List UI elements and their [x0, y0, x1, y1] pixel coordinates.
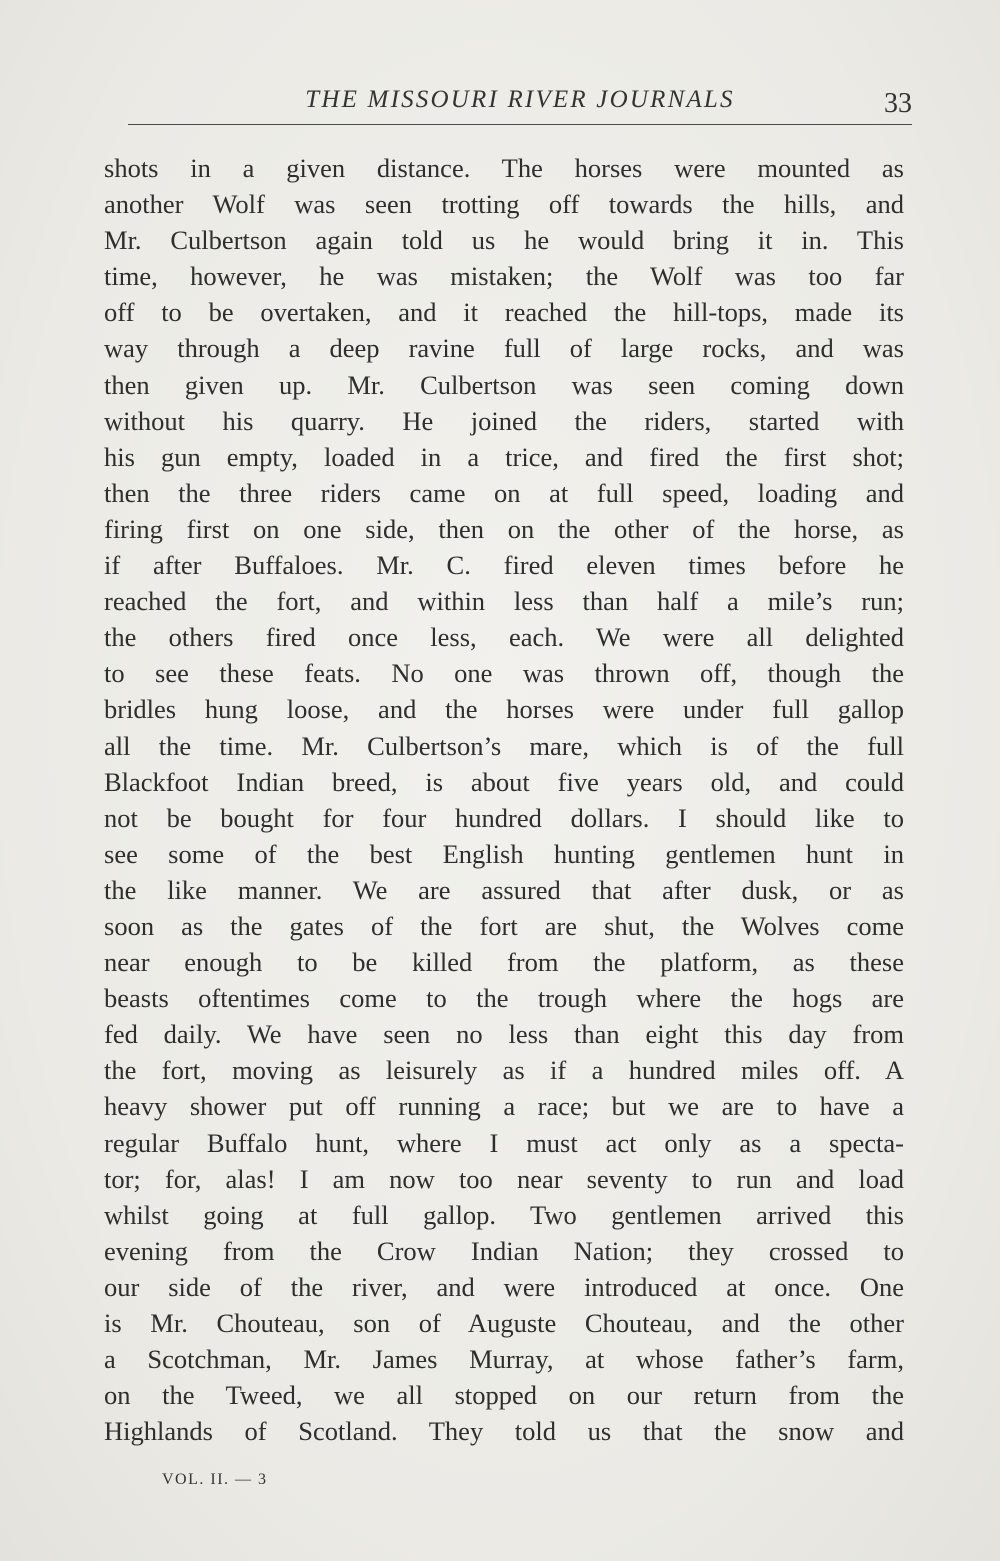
text-line: reached the fort, and within less than half a mile’s run; — [104, 586, 904, 617]
text-line: without his quarry. He joined the riders, started with — [104, 405, 904, 436]
header-rule — [128, 124, 912, 125]
page-number: 33 — [884, 88, 912, 119]
text-line: bridles hung loose, and the horses were under full gallop — [104, 694, 904, 725]
text-line: then the three riders came on at full speed, loading and — [104, 477, 904, 508]
text-line: the others fired once less, each. We were all delighted — [104, 622, 904, 653]
text-line: our side of the river, and were introduced at once. One — [104, 1271, 904, 1302]
text-line: near enough to be killed from the platform, as these — [104, 947, 904, 978]
text-line: another Wolf was seen trotting off towards the hills, and — [104, 189, 904, 220]
text-line: the fort, moving as leisurely as if a hundred miles off. A — [104, 1055, 904, 1086]
text-line: beasts oftentimes come to the trough where the hogs are — [104, 983, 904, 1014]
text-line: see some of the best English hunting gentlemen hunt in — [104, 838, 904, 869]
text-line: all the time. Mr. Culbertson’s mare, which is of the full — [104, 730, 904, 761]
text-line: shots in a given distance. The horses were mounted as — [104, 153, 904, 183]
signature-mark: VOL. II. — 3 — [162, 1471, 268, 1488]
text-line: heavy shower put off running a race; but we are to have a — [104, 1091, 904, 1122]
text-line: regular Buffalo hunt, where I must act only as a specta- — [104, 1127, 904, 1158]
text-line: tor; for, alas! I am now too near seventy to run and load — [104, 1163, 904, 1194]
text-line: Blackfoot Indian breed, is about five years old, and could — [104, 766, 904, 797]
text-line: fed daily. We have seen no less than eight this day from — [104, 1019, 904, 1050]
text-line: to see these feats. No one was thrown off, though the — [104, 658, 904, 689]
text-line: evening from the Crow Indian Nation; they crossed to — [104, 1235, 904, 1266]
text-line: whilst going at full gallop. Two gentlemen arrived this — [104, 1199, 904, 1230]
body-text — [104, 150, 904, 1449]
text-line: Highlands of Scotland. They told us that the snow and — [104, 1416, 904, 1447]
text-line: a Scotchman, Mr. James Murray, at whose father’s farm, — [104, 1344, 904, 1375]
running-title: THE MISSOURI RIVER JOURNALS — [305, 86, 735, 113]
text-line: then given up. Mr. Culbertson was seen coming down — [104, 369, 904, 400]
running-head — [128, 84, 912, 124]
text-line: his gun empty, loaded in a trice, and fired the first shot; — [104, 441, 904, 472]
text-line: time, however, he was mistaken; the Wolf was too far — [104, 261, 904, 292]
text-line: if after Buffaloes. Mr. C. fired eleven times before he — [104, 550, 904, 581]
text-line: Mr. Culbertson again told us he would bring it in. This — [104, 225, 904, 256]
text-line: is Mr. Chouteau, son of Auguste Chouteau, and the other — [104, 1308, 904, 1338]
text-line: not be bought for four hundred dollars. I should like to — [104, 802, 904, 833]
text-line: soon as the gates of the fort are shut, the Wolves come — [104, 910, 904, 941]
text-line: the like manner. We are assured that after dusk, or as — [104, 874, 904, 905]
text-line: firing first on one side, then on the other of the horse, as — [104, 513, 904, 544]
text-line: way through a deep ravine full of large rocks, and was — [104, 333, 904, 364]
text-line: off to be overtaken, and it reached the hill-tops, made its — [104, 297, 904, 328]
text-line: on the Tweed, we all stopped on our return from the — [104, 1380, 904, 1411]
